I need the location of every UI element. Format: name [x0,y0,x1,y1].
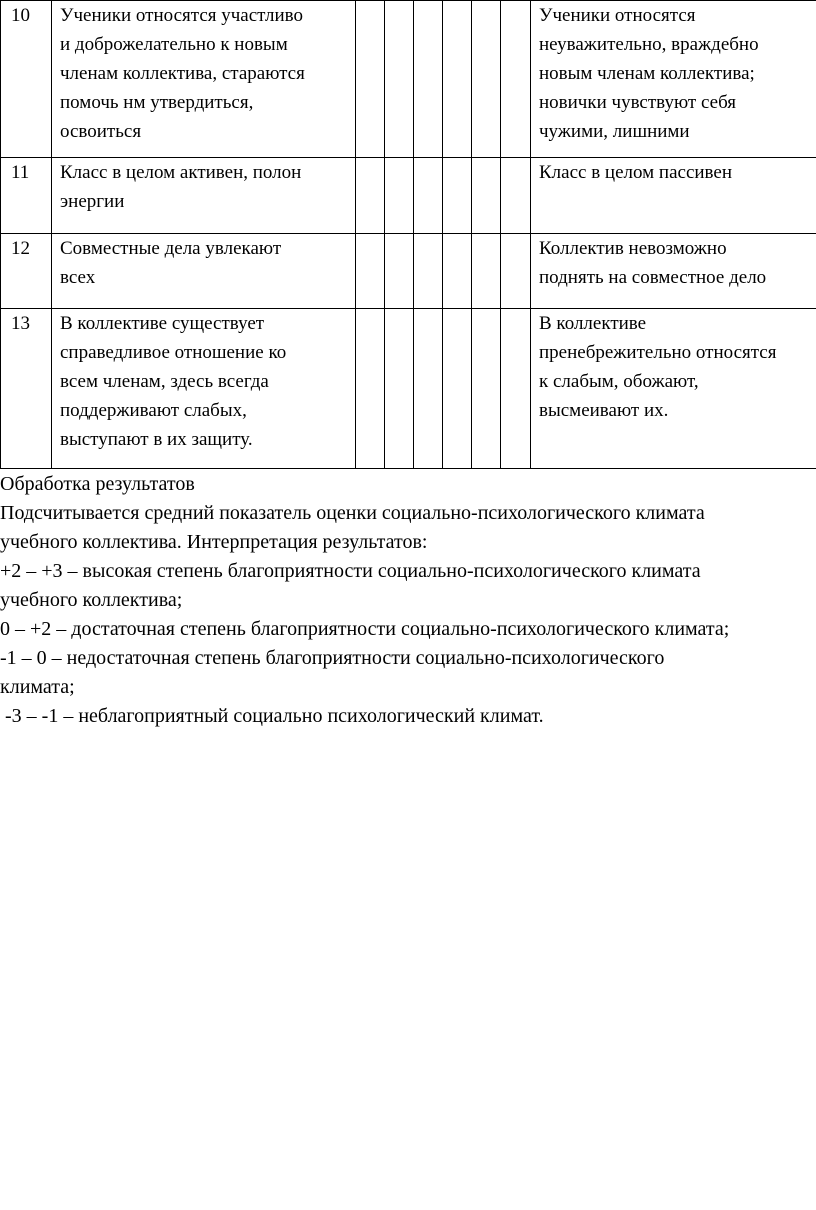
score-cell[interactable] [472,1,501,158]
statement-line: Класс в целом пассивен [539,162,733,183]
score-cell[interactable] [443,1,472,158]
score-cell[interactable] [414,309,443,469]
statement-line: поддерживают слабых, [60,400,247,421]
statement-line: выступают в их защиту. [60,429,253,450]
statement-line: Ученики относятся участливо [60,5,303,26]
score-cell[interactable] [414,158,443,234]
statement-line: высмеивают их. [539,400,669,421]
positive-statement [52,1,356,158]
score-cell[interactable] [385,309,414,469]
score-cell[interactable] [385,1,414,158]
negative-statement [531,309,816,469]
table-row [1,309,816,469]
negative-statement [531,158,816,234]
row-number: 12 [1,234,52,309]
score-cell[interactable] [356,309,385,469]
score-cell[interactable] [414,234,443,309]
score-cell[interactable] [501,158,531,234]
statement-line: В коллективе [539,313,647,334]
results-heading: Обработка результатов [0,473,195,495]
results-line: учебного коллектива; [0,589,183,611]
score-cell[interactable] [443,234,472,309]
statement-line: Коллектив невозможно [539,238,727,259]
statement-line: Ученики относятся [539,5,696,26]
statement-line: членам коллектива, стараются [60,63,305,84]
score-cell[interactable] [356,158,385,234]
statement-line: новички чувствуют себя [539,92,737,113]
statement-line: Совместные дела увлекают [60,238,282,259]
statement-line: справедливое отношение ко [60,342,287,363]
statement-line: неуважительно, враждебно [539,34,759,55]
score-cell[interactable] [385,234,414,309]
results-line: -1 – 0 – недостаточная степень благоприятности социально-психологического [0,647,665,669]
score-cell[interactable] [385,158,414,234]
score-cell[interactable] [472,234,501,309]
score-cell[interactable] [501,309,531,469]
score-cell[interactable] [443,309,472,469]
results-section [0,470,816,731]
statement-line: и доброжелательно к новым [60,34,288,55]
statement-line: к слабым, обожают, [539,371,699,392]
statement-line: чужими, лишними [539,121,690,142]
positive-statement [52,309,356,469]
results-line: учебного коллектива. Интерпретация результатов: [0,531,428,553]
score-cell[interactable] [472,309,501,469]
score-cell[interactable] [501,1,531,158]
statement-line: помочь нм утвердиться, [60,92,254,113]
results-line: климата; [0,676,75,698]
statement-line: В коллективе существует [60,313,265,334]
statement-line: поднять на совместное дело [539,267,767,288]
statement-line: Класс в целом активен, полон [60,162,302,183]
negative-statement [531,234,816,309]
statement-line: энергии [60,191,125,212]
table-row [1,1,816,158]
results-line: -3 – -1 – неблагоприятный социально психологический климат. [0,705,544,727]
negative-statement [531,1,816,158]
statement-line: освоиться [60,121,142,142]
row-number: 11 [1,158,52,234]
score-cell[interactable] [414,1,443,158]
positive-statement [52,158,356,234]
positive-statement [52,234,356,309]
score-cell[interactable] [443,158,472,234]
row-number: 10 [1,1,52,158]
score-cell[interactable] [472,158,501,234]
table-row [1,234,816,309]
statement-line: пренебрежительно относятся [539,342,777,363]
statement-line: всех [60,267,96,288]
row-number: 13 [1,309,52,469]
score-cell[interactable] [356,234,385,309]
table-row [1,158,816,234]
statement-line: новым членам коллектива; [539,63,755,84]
score-cell[interactable] [501,234,531,309]
statement-line: всем членам, здесь всегда [60,371,269,392]
results-line: Подсчитывается средний показатель оценки социально-психологического климата [0,502,705,524]
results-line: 0 – +2 – достаточная степень благоприятности социально-психологического климата; [0,618,730,640]
score-cell[interactable] [356,1,385,158]
results-line: +2 – +3 – высокая степень благоприятности социально-психологического климата [0,560,701,582]
rating-table [0,0,816,469]
